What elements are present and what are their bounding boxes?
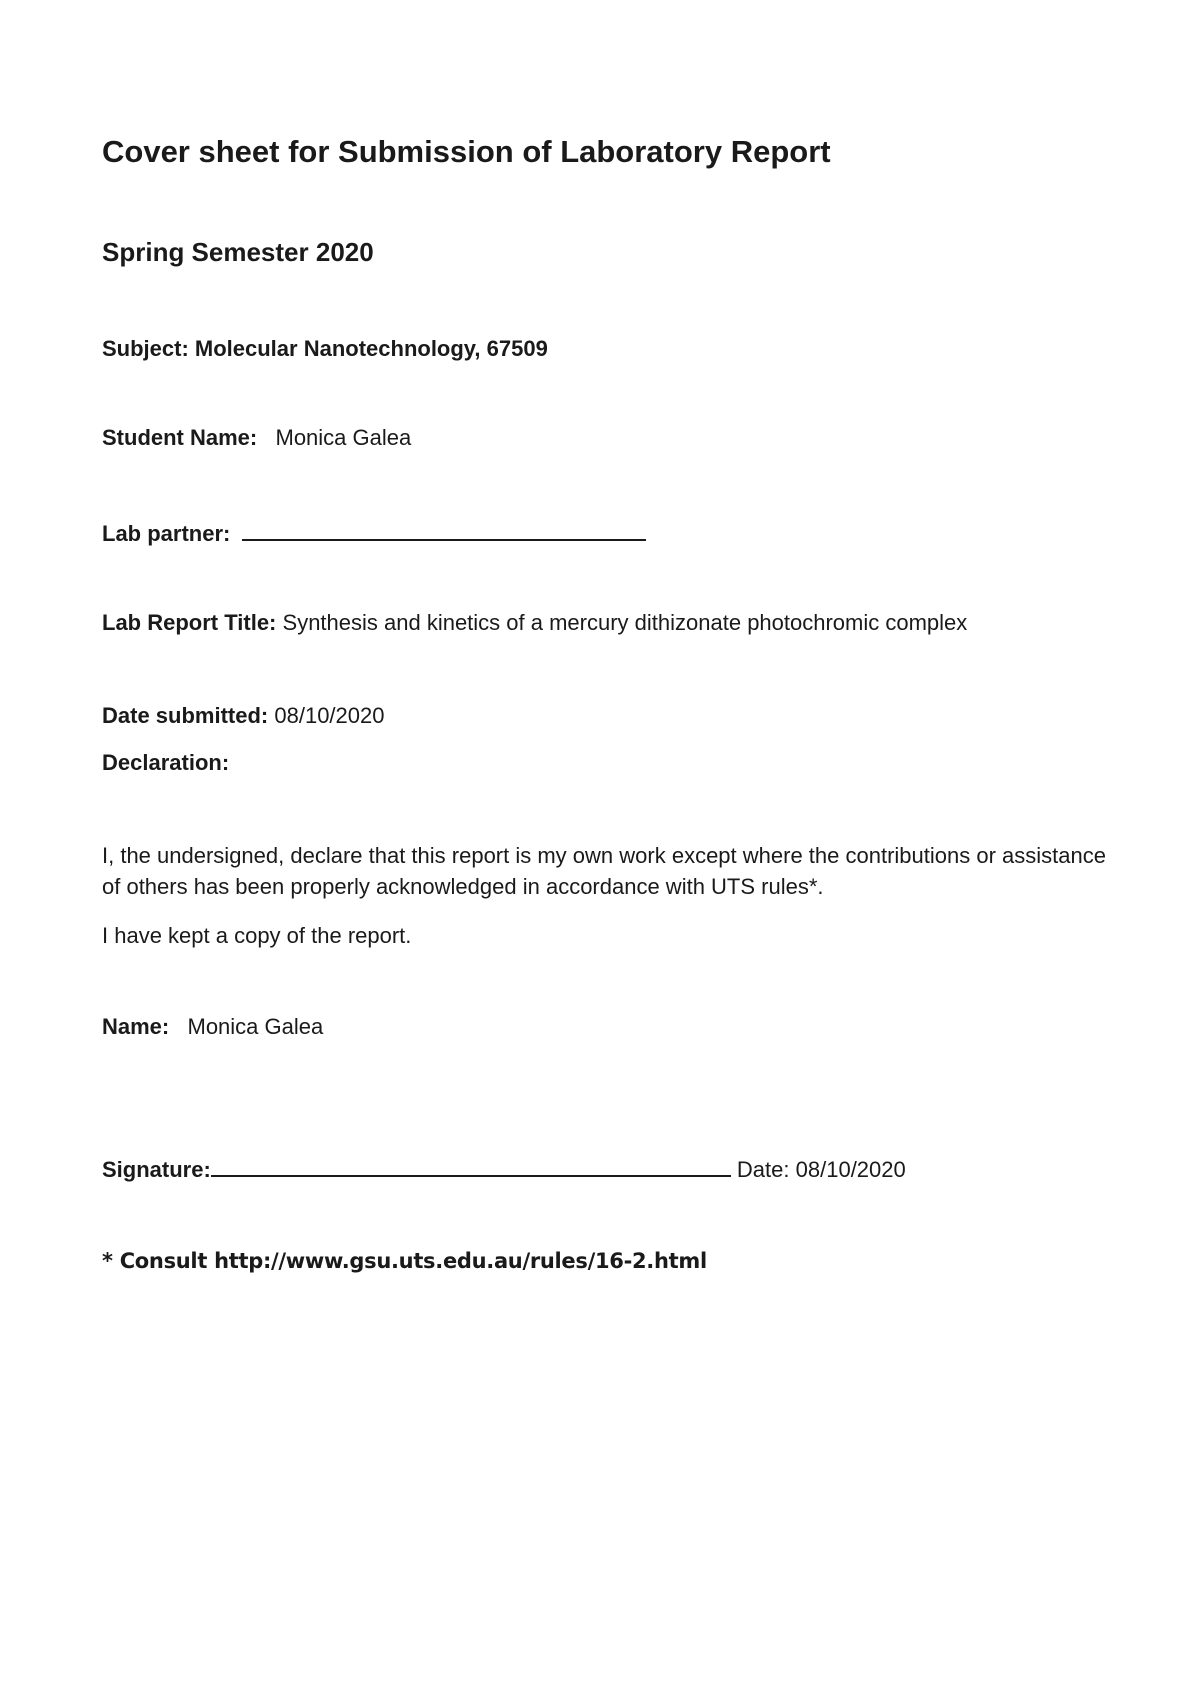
signature-date-value: 08/10/2020 xyxy=(795,1157,906,1182)
lab-partner-line xyxy=(102,517,646,547)
declaration-text: I, the undersigned, declare that this report is my own work except where the contributions or assistance of others has been properly acknowledged in accordance with UTS rules*. xyxy=(102,843,1106,899)
signature-blank xyxy=(211,1153,731,1177)
subject-label: Subject: Molecular Nanotechnology, 67509 xyxy=(102,336,548,361)
student-name-value: Monica Galea xyxy=(275,425,412,450)
copy-statement: I have kept a copy of the report. xyxy=(102,923,412,948)
report-title-label: Lab Report Title: xyxy=(102,610,277,635)
lab-partner-blank xyxy=(242,517,646,541)
signature-label: Signature: xyxy=(102,1157,211,1182)
declaration-heading xyxy=(102,750,229,776)
declaration-heading-label: Declaration: xyxy=(102,750,230,775)
name-value: Monica Galea xyxy=(187,1014,324,1039)
report-title-line xyxy=(102,610,967,636)
date-submitted-value: 08/10/2020 xyxy=(274,703,385,728)
student-name-line xyxy=(102,425,411,451)
subject-line xyxy=(102,336,548,362)
date-submitted-label: Date submitted: xyxy=(102,703,269,728)
report-title-value: Synthesis and kinetics of a mercury dithizonate photochromic complex xyxy=(282,610,968,635)
lab-partner-label: Lab partner: xyxy=(102,521,231,546)
date-submitted-line xyxy=(102,703,384,729)
page-title: Cover sheet for Submission of Laboratory Report xyxy=(102,134,831,169)
signature-date-label: Date: xyxy=(736,1157,790,1182)
student-name-label: Student Name: xyxy=(102,425,258,450)
name-label: Name: xyxy=(102,1014,170,1039)
name-line xyxy=(102,1014,323,1040)
footnote: * Consult http://www.gsu.uts.edu.au/rules/16-2.html xyxy=(102,1249,707,1273)
semester-heading: Spring Semester 2020 xyxy=(102,237,374,267)
signature-line xyxy=(102,1153,906,1183)
